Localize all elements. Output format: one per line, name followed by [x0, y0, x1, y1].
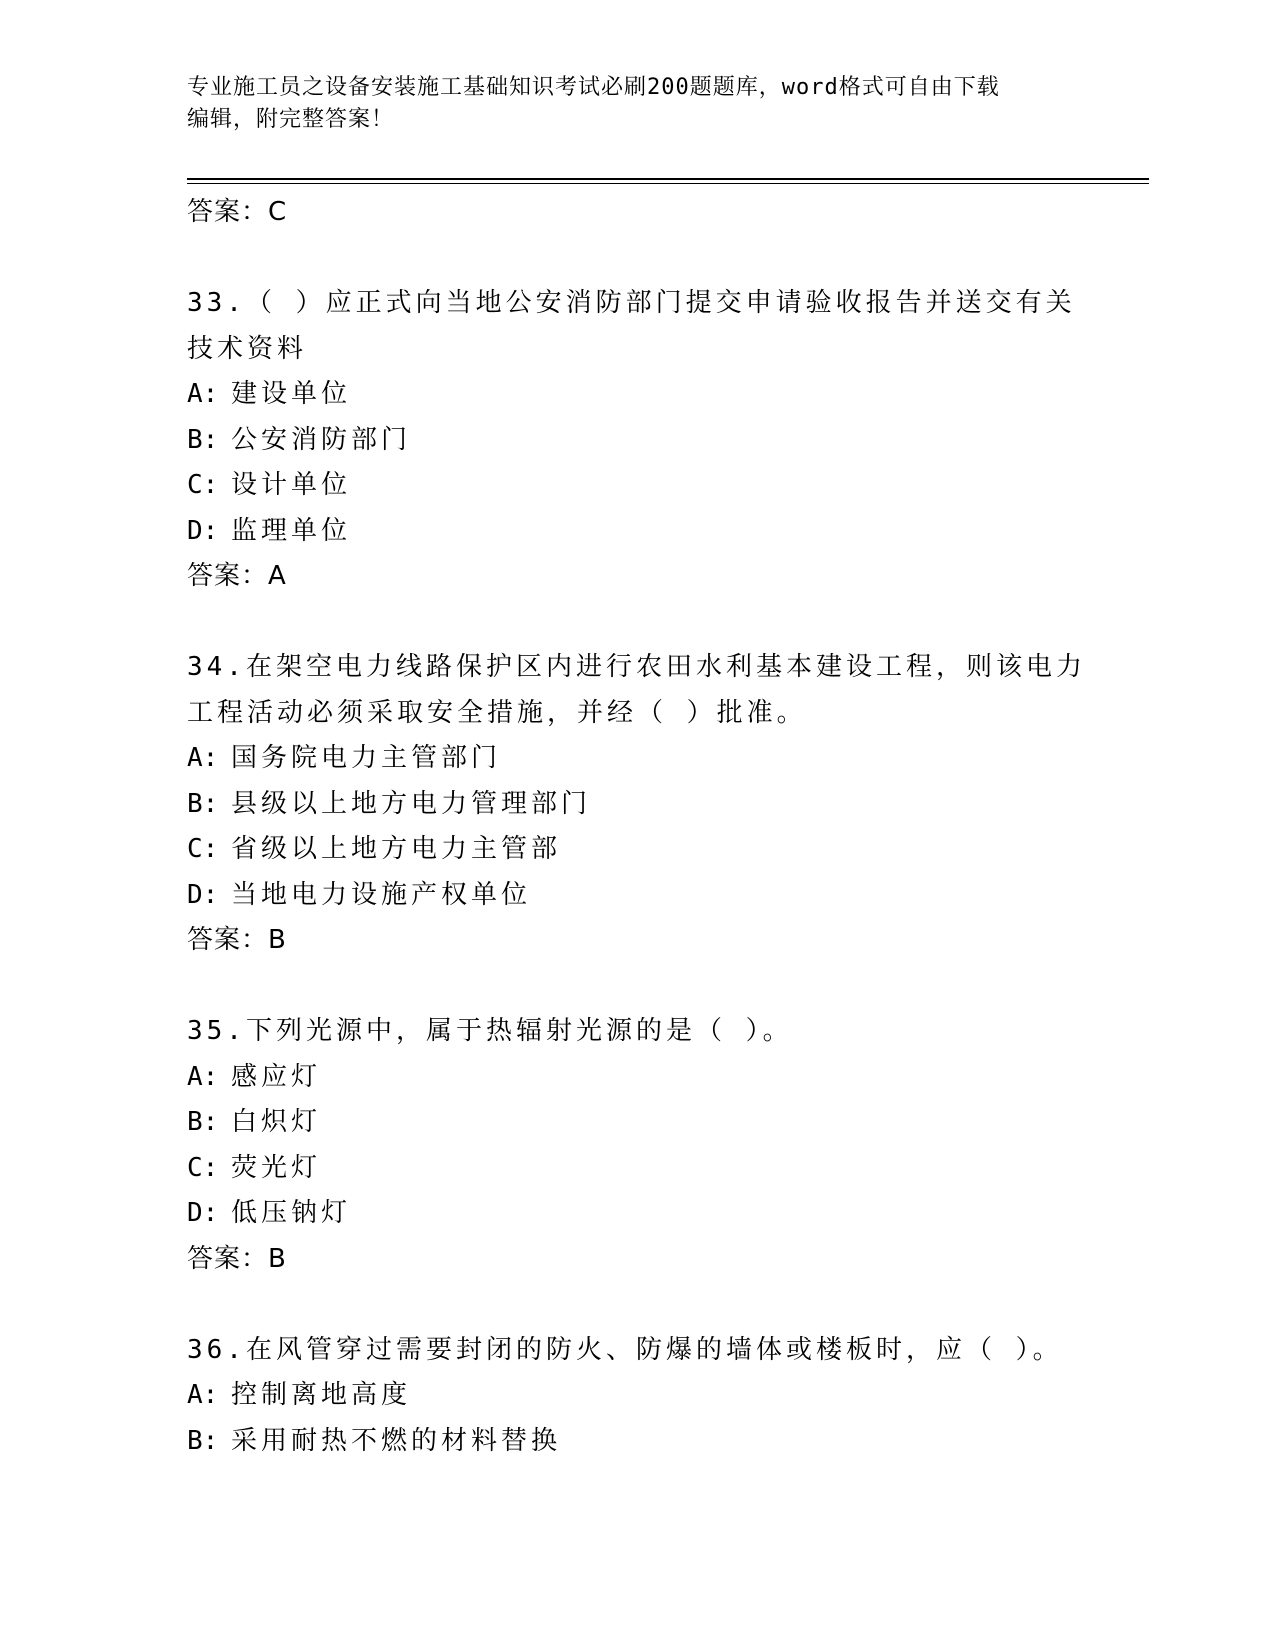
option-b: [187, 1100, 1087, 1146]
option-a: [187, 736, 1087, 782]
option-letter: A:: [187, 743, 219, 773]
option-letter: D:: [187, 515, 219, 546]
option-text: 感应灯: [231, 1061, 322, 1092]
header-divider-thin: [187, 183, 1149, 184]
header-title-line-2: 编辑，附完整答案！: [187, 107, 395, 132]
option-letter: D:: [187, 1198, 219, 1228]
option-text: 采用耐热不燃的材料替换: [231, 1425, 562, 1456]
option-letter: C:: [187, 834, 219, 864]
option-text: 低压钠灯: [231, 1198, 352, 1228]
previous-answer: 答案：C: [187, 197, 288, 227]
option-letter: B:: [187, 1425, 219, 1456]
option-letter: A:: [187, 379, 219, 409]
document-header: [187, 72, 1067, 136]
option-b: [187, 782, 1087, 828]
question-33: [187, 281, 1087, 599]
option-c: [187, 463, 1087, 509]
document-body: [187, 190, 1087, 1464]
header-divider-thick: [187, 178, 1149, 180]
question-text: 36.在风管穿过需要封闭的防火、防爆的墙体或楼板时，应（ ）。: [187, 1334, 1063, 1365]
question-35: [187, 1009, 1087, 1282]
question-36: [187, 1328, 1087, 1465]
option-a: [187, 1055, 1087, 1101]
option-text: 控制离地高度: [231, 1380, 412, 1410]
option-a: [187, 372, 1087, 418]
option-text: 县级以上地方电力管理部门: [231, 788, 592, 819]
question-text: 35.下列光源中，属于热辐射光源的是（ ）。: [187, 1016, 793, 1046]
option-text: 公安消防部门: [231, 424, 412, 455]
option-d: [187, 873, 1087, 919]
answer-line: 答案：B: [187, 1243, 287, 1274]
question-text: 34.在架空电力线路保护区内进行农田水利基本建设工程，则该电力工程活动必须采取安全措施，并经（ ）批准。: [187, 652, 1086, 728]
option-a: [187, 1373, 1087, 1419]
option-b: [187, 1419, 1087, 1465]
option-letter: D:: [187, 879, 219, 910]
option-text: 建设单位: [231, 379, 352, 409]
option-text: 白炽灯: [231, 1107, 322, 1137]
option-text: 当地电力设施产权单位: [231, 879, 532, 910]
option-letter: B:: [187, 1107, 219, 1137]
option-letter: B:: [187, 788, 219, 819]
question-34: [187, 645, 1087, 963]
option-c: [187, 1146, 1087, 1192]
option-text: 荧光灯: [231, 1152, 322, 1183]
answer-line: 答案：A: [187, 561, 287, 591]
option-text: 监理单位: [231, 515, 352, 546]
answer-line: 答案：B: [187, 925, 287, 955]
option-letter: C:: [187, 470, 219, 500]
header-title-line-1: 专业施工员之设备安装施工基础知识考试必刷200题题库，word格式可自由下载: [187, 75, 1000, 100]
option-d: [187, 509, 1087, 555]
option-text: 设计单位: [231, 470, 352, 500]
option-letter: C:: [187, 1152, 219, 1183]
option-letter: A:: [187, 1380, 219, 1410]
option-b: [187, 418, 1087, 464]
option-c: [187, 827, 1087, 873]
option-d: [187, 1191, 1087, 1237]
option-letter: A:: [187, 1061, 219, 1092]
option-text: 国务院电力主管部门: [231, 743, 502, 773]
option-text: 省级以上地方电力主管部: [231, 834, 562, 864]
option-letter: B:: [187, 424, 219, 455]
question-text: 33.（ ）应正式向当地公安消防部门提交申请验收报告并送交有关技术资料: [187, 288, 1076, 364]
